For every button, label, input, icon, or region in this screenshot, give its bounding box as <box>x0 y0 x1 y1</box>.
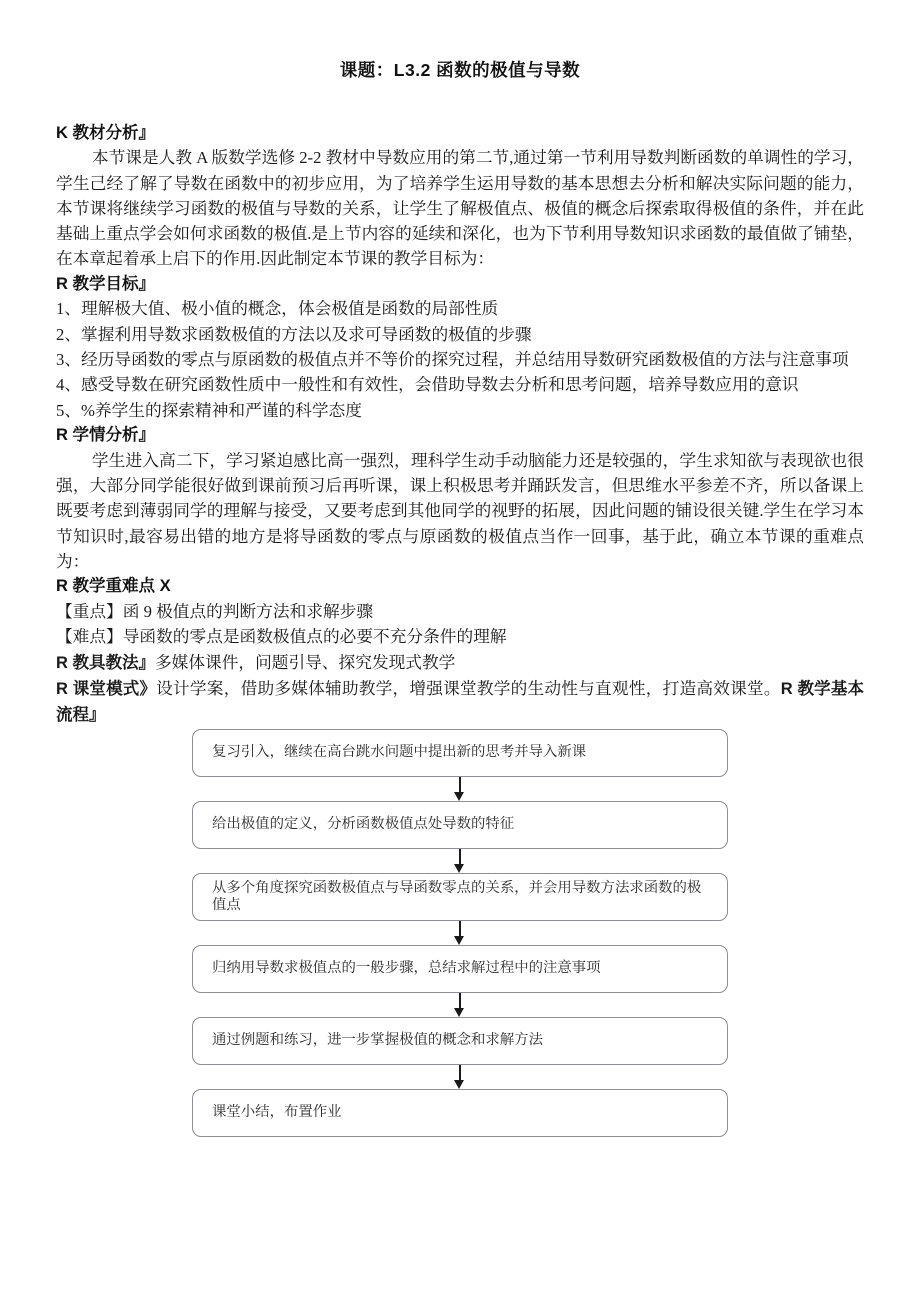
flow-step-4 <box>192 945 728 993</box>
heading-teaching-objectives: R 教学目标』 <box>56 274 155 293</box>
paragraph-textbook-analysis: 本节课是人教 A 版数学选修 2-2 教材中导数应用的第二节,通过第一节利用导数判断函数的单调性的学习，学生己经了解了导数在函数中的初步应用，为了培养学生运用导数的基本思想去分析和解决实际问题的能力，本节课将继续学习函数的极值与导数的关系，让学生了解极值点、极值的概念后探索取得极值的条件，并在此基础上重点学会如何求函数的极值.是上节内容的延续和深化，也为下节利用导数知识求函数的最值做了铺垫，在本章起着承上启下的作用.因此制定本节课的教学目标为： <box>56 148 864 269</box>
flow-box-label: 归纳用导数求极值点的一般步骤，总结求解过程中的注意事项 <box>212 960 601 977</box>
flow-arrow-2 <box>192 849 728 873</box>
flow-box-label: 课堂小结，布置作业 <box>212 1104 342 1121</box>
objective-item-2: 2、掌握利用导数求函数极值的方法以及求可导函数的极值的步骤 <box>56 324 532 344</box>
objective-item-3: 3、经历导函数的零点与原函数的极值点并不等价的探究过程，并总结用导数研究函数极值的方法与注意事项 <box>56 350 849 370</box>
heading-teaching-flow: R 教学基本流程』 <box>56 679 865 725</box>
key-point-item: 【重点】函 9 极值点的判断方法和求解步骤 <box>56 601 374 621</box>
flow-step-5 <box>192 1017 728 1065</box>
arrow-head-icon <box>454 792 464 801</box>
flow-step-6 <box>192 1089 728 1137</box>
flow-box <box>192 945 728 993</box>
heading-student-analysis: R 学情分析』 <box>56 425 155 444</box>
flow-box <box>192 729 728 777</box>
objective-item-1: 1、理解极大值、极小值的概念，体会极值是函数的局部性质 <box>56 299 499 319</box>
flow-box <box>192 1017 728 1065</box>
class-mode-line <box>56 676 864 729</box>
arrow-head-icon <box>454 936 464 945</box>
flow-box-label: 给出极值的定义，分析函数极值点处导数的特征 <box>212 816 515 833</box>
objective-item-4: 4、感受导数在研究函数性质中一般性和有效性，会借助导数去分析和思考问题，培养导数应用的意识 <box>56 375 799 395</box>
class-mode-body: 设计学案，借助多媒体辅助教学，增强课堂教学的生动性与直观性，打造高效课堂。 <box>156 678 781 698</box>
flow-arrow-5 <box>192 1065 728 1089</box>
arrow-head-icon <box>454 1008 464 1017</box>
teaching-aids-line <box>56 650 864 676</box>
heading-key-difficulties: R 教学重难点 X <box>56 577 171 596</box>
flow-box <box>192 873 728 921</box>
arrow-head-icon <box>454 1080 464 1089</box>
flow-step-3 <box>192 873 728 921</box>
teaching-flowchart <box>192 729 728 1137</box>
flow-box-label: 复习引入，继续在高台跳水问题中提出新的思考并导入新课 <box>212 744 587 761</box>
objective-item-5: 5、%养学生的探索精神和严谨的科学态度 <box>56 400 362 420</box>
flow-step-2 <box>192 801 728 849</box>
teaching-aids-body: 多媒体课件，问题引导、探究发现式教学 <box>155 652 456 672</box>
flow-box-label: 从多个角度探究函数极值点与导函数零点的关系，并会用导数方法求函数的极值点 <box>212 879 702 913</box>
flow-arrow-4 <box>192 993 728 1017</box>
flow-box <box>192 801 728 849</box>
heading-teaching-aids: R 教具教法』 <box>56 653 155 672</box>
arrow-head-icon <box>454 864 464 873</box>
heading-class-mode: R 课堂模式》 <box>56 679 157 698</box>
flow-arrow-1 <box>192 777 728 801</box>
flow-box-label: 通过例题和练习，进一步掌握极值的概念和求解方法 <box>212 1032 543 1049</box>
heading-textbook-analysis: K 教材分析』 <box>56 123 155 142</box>
flow-step-1 <box>192 729 728 777</box>
page-title: 课题：L3.2 函数的极值与导数 <box>339 60 581 80</box>
flow-box <box>192 1089 728 1137</box>
difficult-point-item: 【难点】导函数的零点是函数极值点的必要不充分条件的理解 <box>56 627 507 647</box>
paragraph-student-analysis: 学生进入高二下，学习紧迫感比高一强烈，理科学生动手动脑能力还是较强的，学生求知欲与表现欲也很强，大部分同学能很好做到课前预习后再听课，课上积极思考并踊跃发言，但思维水平参差不齐，所以备课上既要考虑到薄弱同学的理解与接受，又要考虑到其他同学的视野的拓展，因此问题的铺设很关键.学生在学习本节知识时,最容易出错的地方是将导函数的零点与原函数的极值点当作一回事，基于此，确立本节课的重难点为： <box>56 450 864 571</box>
flow-arrow-3 <box>192 921 728 945</box>
